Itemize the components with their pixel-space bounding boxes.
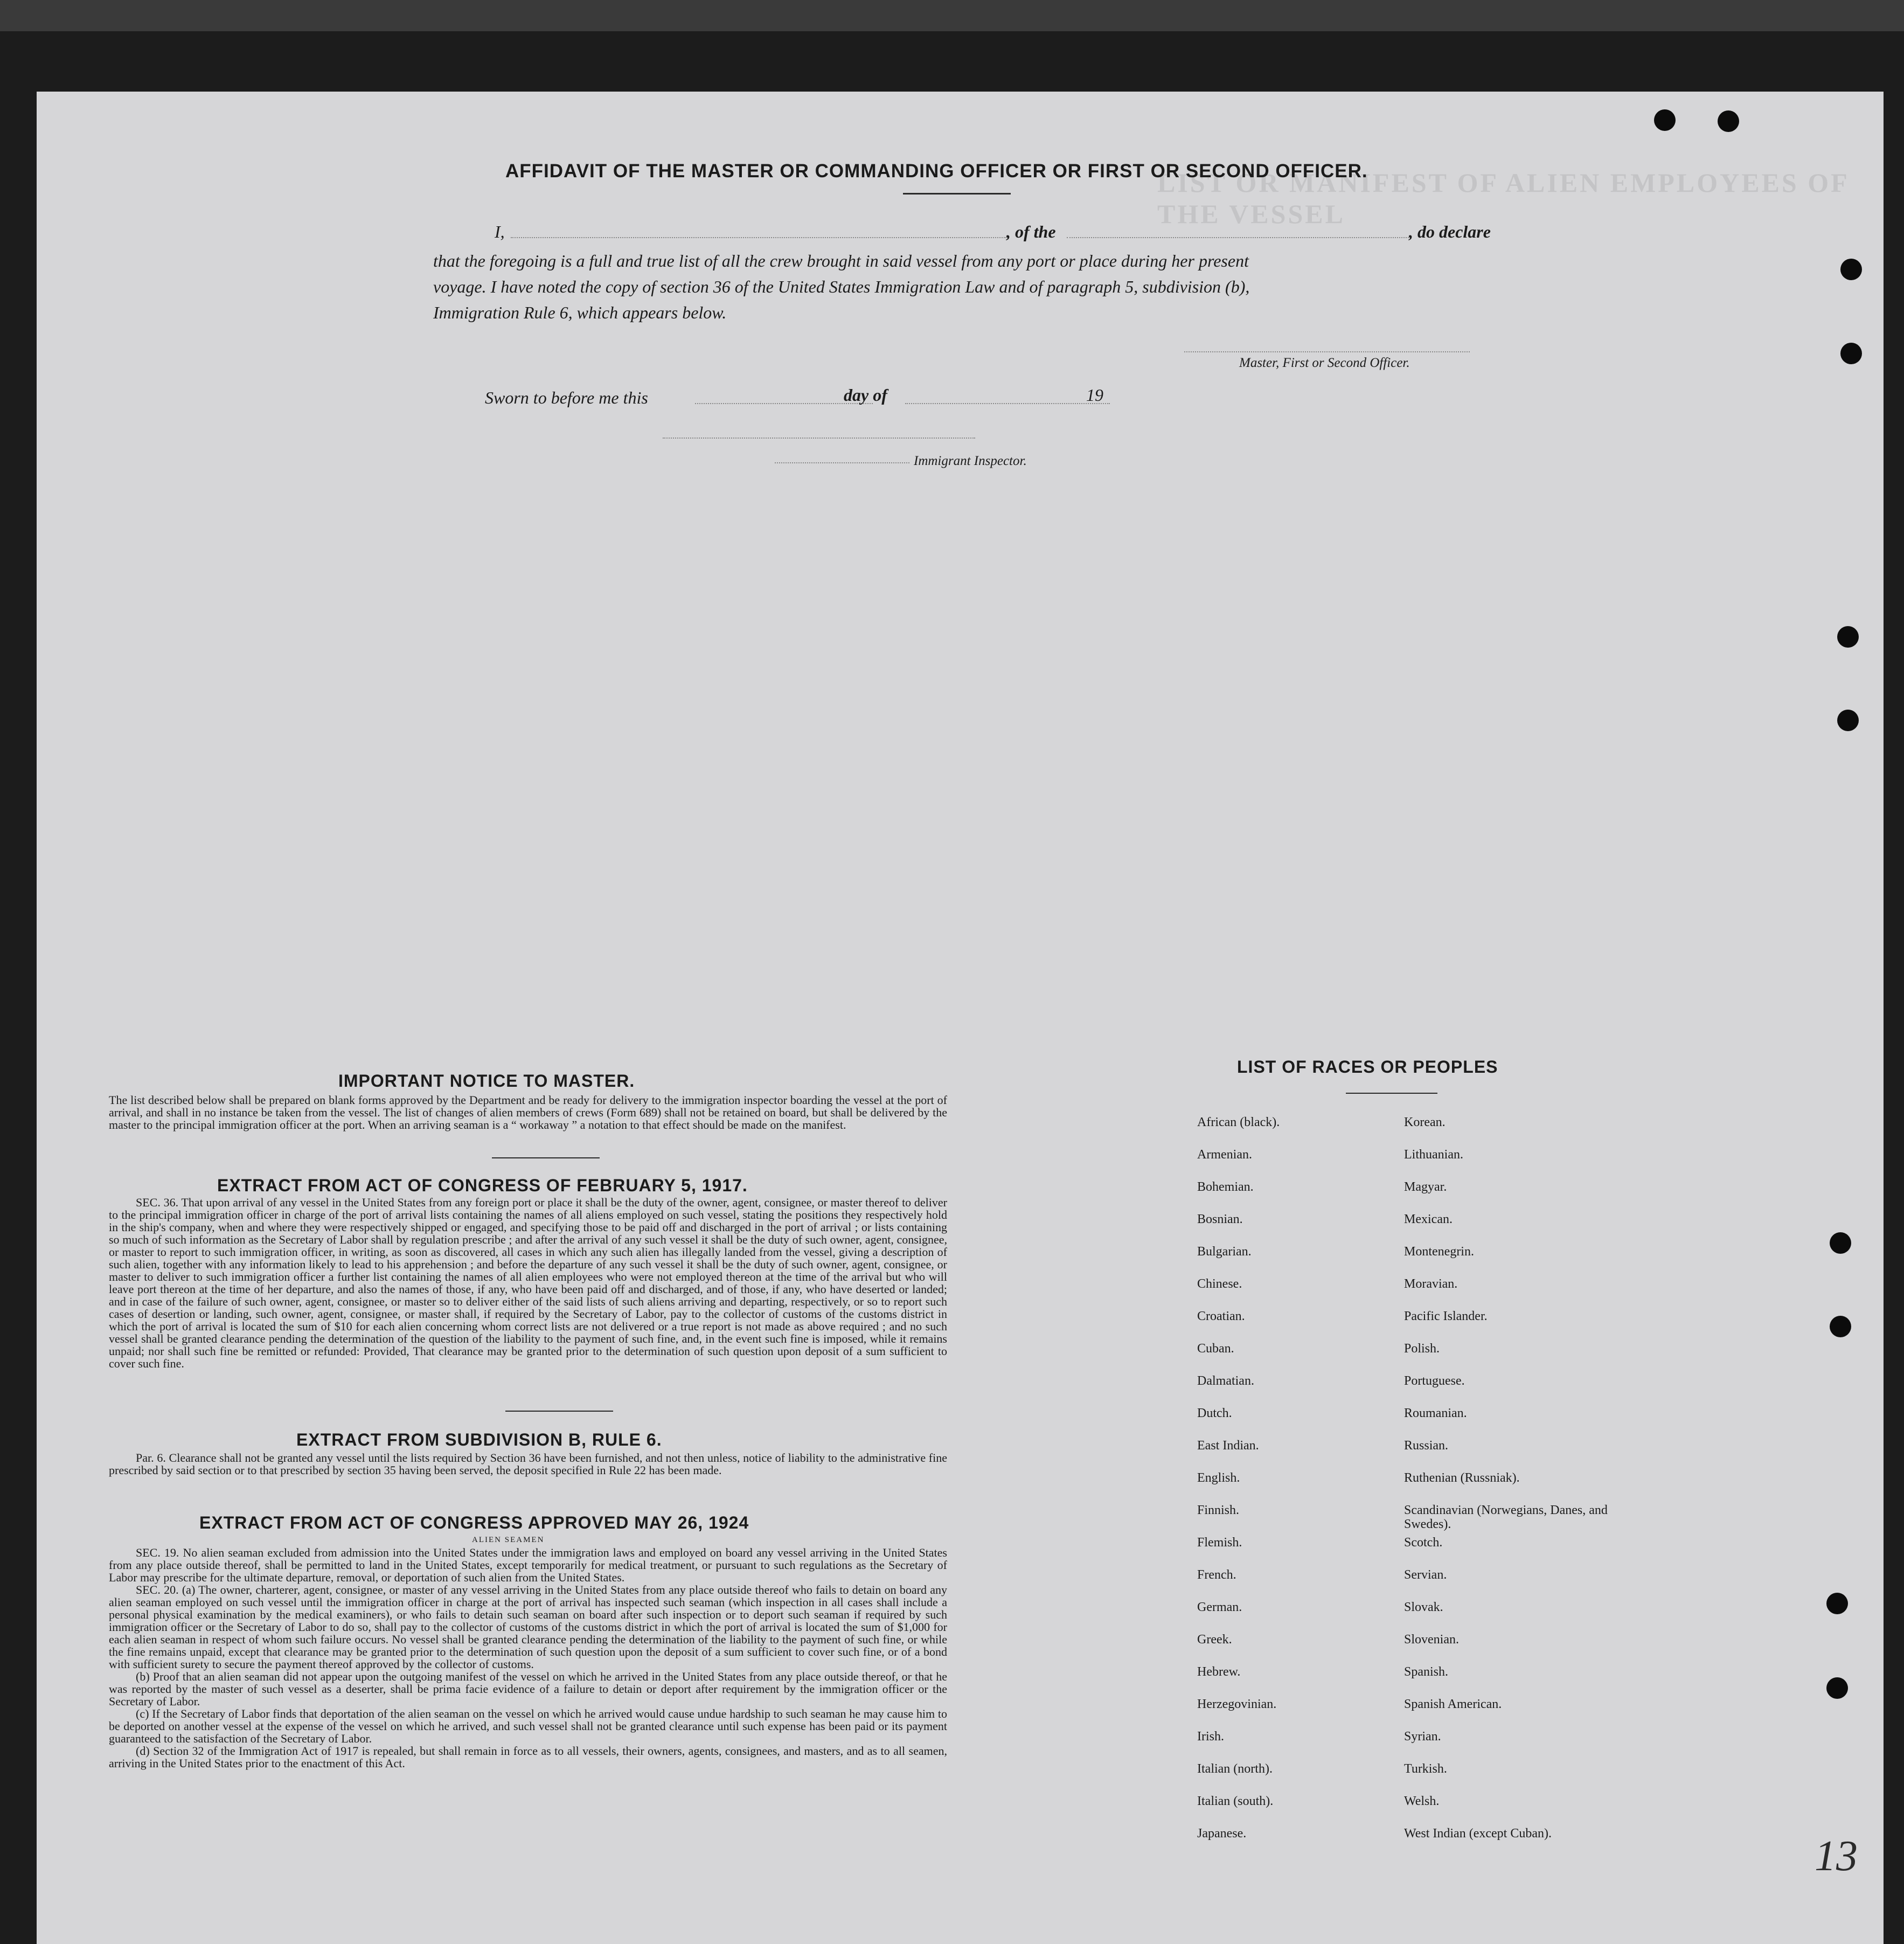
race-item: Syrian. — [1404, 1730, 1441, 1744]
race-item: Ruthenian (Russniak). — [1404, 1471, 1520, 1485]
sworn-month-blank[interactable] — [905, 403, 1110, 404]
year-label: 19 — [1086, 385, 1103, 405]
race-item: Italian (south). — [1197, 1794, 1274, 1808]
punch-hole — [1826, 1677, 1848, 1699]
section-rule — [505, 1411, 613, 1412]
race-item: Dalmatian. — [1197, 1374, 1254, 1388]
race-item: German. — [1197, 1600, 1242, 1614]
punch-hole — [1837, 710, 1859, 731]
notice-title: IMPORTANT NOTICE TO MASTER. — [338, 1071, 635, 1091]
race-item: West Indian (except Cuban). — [1404, 1827, 1552, 1841]
extract-1924-subtitle: ALIEN SEAMEN — [472, 1536, 545, 1544]
race-item: Slovak. — [1404, 1600, 1443, 1614]
punch-hole — [1830, 1232, 1851, 1254]
scan-top-edge — [0, 0, 1904, 31]
race-item: Flemish. — [1197, 1536, 1242, 1550]
vessel-blank[interactable] — [1067, 237, 1409, 238]
extract-1917-title: EXTRACT FROM ACT OF CONGRESS OF FEBRUARY 5, 1917. — [217, 1176, 748, 1195]
extract-rule6-title: EXTRACT FROM SUBDIVISION B, RULE 6. — [296, 1430, 662, 1449]
affidavit-of-the-label: , of the — [1006, 222, 1056, 241]
extract-1924-sec20d: (d) Section 32 of the Immigration Act of 1917 is repealed, but shall remain in force as to all vessels, their owners, agents, consignees, and masters, and as to all seamen, arriving in the United States prior to the enactment of this Act. — [109, 1744, 947, 1770]
extract-1924-sec20a: SEC. 20. (a) The owner, charterer, agent, consignee, or master of any vessel arriving in the United States from any place outside thereof who fails to detain on board any alien seaman employed on such vessel until the immigration officer in charge at the port of arrival has inspected such seaman (which inspection in all cases shall include a personal physical examination by the medical examiners), or who fails to detain such seaman on board after such inspection or to deport such seaman if required by such immigration officer or the Secretary of Labor to do so, shall pay to the collector of customs of the customs district in which the port of arrival is located the sum of $1,000 for each alien seaman in respect of whom such failure occurs. No vessel shall be granted clearance pending the determination of the liability to the payment of such fine, or while the fine remains unpaid, except that clearance may be granted prior to the determination of such question upon the deposit of a sum sufficient to cover such fine, or of a bond with sufficient surety to secure the payment thereof approved by the collector of customs. — [109, 1583, 947, 1671]
section-rule — [492, 1157, 600, 1158]
race-item: Herzegovinian. — [1197, 1697, 1277, 1711]
extract-1924-sec20c: (c) If the Secretary of Labor finds that deportation of the alien seaman on the vessel on which he arrived would cause undue hardship to such seaman he may cause him to be deported on another vessel at the expense of the vessel on which he arrived, and such vessel shall not be granted clearance until such expense has been paid or its payment guaranteed to the satisfaction of the Secretary of Labor. — [109, 1707, 947, 1745]
officer-caption: Master, First or Second Officer. — [1239, 356, 1410, 370]
race-item: Italian (north). — [1197, 1762, 1273, 1776]
extract-1924-sections — [109, 1546, 947, 1769]
race-item: Chinese. — [1197, 1277, 1242, 1291]
affidavit-do-declare-label: , do declare — [1409, 222, 1491, 241]
punch-hole — [1840, 343, 1862, 364]
race-item: Spanish American. — [1404, 1697, 1502, 1711]
document-page — [37, 92, 1884, 1944]
race-item: Russian. — [1404, 1439, 1449, 1453]
race-item: Bulgarian. — [1197, 1245, 1252, 1259]
title-rule — [903, 193, 1011, 195]
race-item: Greek. — [1197, 1633, 1232, 1647]
race-item: African (black). — [1197, 1115, 1280, 1129]
race-item: Cuban. — [1197, 1342, 1234, 1356]
race-item: Magyar. — [1404, 1180, 1447, 1194]
race-item: Servian. — [1404, 1568, 1447, 1582]
punch-hole — [1826, 1593, 1848, 1614]
bleed-through-text: LIST OR MANIFEST OF ALIEN EMPLOYEES OF THE VESSEL — [1157, 168, 1849, 229]
race-item: Slovenian. — [1404, 1633, 1459, 1647]
race-item: Croatian. — [1197, 1309, 1245, 1323]
affidavit-line-3: voyage. I have noted the copy of section 36 of the United States Immigration Law and of paragraph 5, subdivision (b), — [433, 277, 1250, 296]
race-item: Welsh. — [1404, 1794, 1440, 1808]
race-item: East Indian. — [1197, 1439, 1259, 1453]
punch-hole — [1840, 259, 1862, 280]
race-item: Japanese. — [1197, 1827, 1247, 1841]
race-item: Polish. — [1404, 1342, 1440, 1356]
handwritten-page-number: 13 — [1815, 1832, 1858, 1880]
extract-1924-title: EXTRACT FROM ACT OF CONGRESS APPROVED MAY 26, 1924 — [199, 1513, 749, 1532]
race-item: Moravian. — [1404, 1277, 1458, 1291]
races-title: LIST OF RACES OR PEOPLES — [1237, 1057, 1498, 1077]
race-item: Mexican. — [1404, 1212, 1453, 1226]
inspector-signature-line[interactable] — [663, 438, 975, 439]
sworn-label: Sworn to before me this — [485, 388, 648, 407]
extract-1924-sec19: SEC. 19. No alien seaman excluded from admission into the United States under the immigration laws and employed on board any vessel arriving in the United States from any place outside thereof, shall be permitted to land in the United States, except temporarily for medical treatment, or pursuant to such regulations as the Secretary of Labor may prescribe for the ultimate departure, removal, or deportation of such alien from the United States. — [109, 1546, 947, 1584]
punch-hole — [1837, 626, 1859, 648]
race-item: Dutch. — [1197, 1406, 1232, 1420]
race-item: Lithuanian. — [1404, 1148, 1463, 1162]
race-item: Armenian. — [1197, 1148, 1252, 1162]
affidavit-line-2: that the foregoing is a full and true list of all the crew brought in said vessel from any port or place during her present — [433, 251, 1249, 270]
race-item: Bosnian. — [1197, 1212, 1243, 1226]
day-of-label: day of — [844, 385, 887, 405]
punch-hole — [1830, 1316, 1851, 1337]
officer-signature-line[interactable] — [1184, 351, 1470, 352]
race-item: English. — [1197, 1471, 1240, 1485]
race-item: Portuguese. — [1404, 1374, 1465, 1388]
race-item: Pacific Islander. — [1404, 1309, 1488, 1323]
punch-hole — [1654, 109, 1676, 131]
name-blank[interactable] — [511, 237, 1006, 238]
affidavit-line-4: Immigration Rule 6, which appears below. — [433, 303, 727, 322]
extract-1917-body: SEC. 36. That upon arrival of any vessel in the United States from any foreign port or place it shall be the duty of the owner, agent, consignee, or master thereof to deliver to the principal immigration officer in charge of the port of arrival lists containing the names of all aliens employed on such vessel, stating the positions they respectively hold in the ship's company, when and where they were respectively shipped or engaged, and specifying those to be paid off and discharged in the port of arrival ; or lists containing so much of such information as the Secretary of Labor shall by regulation prescribe ; and after the arrival of any such vessel it shall be the duty of such owner, agent, consignee, or master to report to such immigration officer, in writing, as soon as discovered, all cases in which any such alien has illegally landed from the vessel, giving a description of such alien, together with any information likely to lead to his apprehension ; and before the departure of any such vessel it shall be the duty of such owner, agent, consignee, or master to deliver to such immigration officer a further list containing the names of all alien employees who were not employed thereon at the time of the arrival but who will leave port thereon at the time of her departure, and also the names of those, if any, who have been paid off and discharged, and of those, if any, who have deserted or landed; and in case of the failure of such owner, agent, consignee, or master so to deliver either of the said lists of such aliens arriving and departing, respectively, or so to report such cases of desertion or landing, such owner, agent, consignee, or master shall, if required by the Secretary of Labor, pay to the collector of customs of the customs district in which the port of arrival is located the sum of $10 for each alien concerning whom correct lists are not delivered or a true report is not made as above required ; and no such vessel shall be granted clearance pending the determination of the question of the liability to the payment of such fine, and, in the event such fine is imposed, while it remains unpaid; nor shall such fine be remitted or refunded: Provided, That clearance may be granted prior to the determination of such question upon deposit of a sum sufficient to cover such fine. — [109, 1196, 947, 1370]
race-item: Turkish. — [1404, 1762, 1447, 1776]
races-rule — [1346, 1093, 1437, 1094]
race-item: Irish. — [1197, 1730, 1224, 1744]
race-item: Korean. — [1404, 1115, 1446, 1129]
race-item: Montenegrin. — [1404, 1245, 1474, 1259]
punch-hole — [1718, 110, 1739, 132]
race-item: Scandinavian (Norwegians, Danes, and Swedes). — [1404, 1503, 1608, 1531]
inspector-caption: Immigrant Inspector. — [914, 454, 1027, 468]
affidavit-i-label: I, — [495, 222, 505, 241]
race-item: Bohemian. — [1197, 1180, 1254, 1194]
extract-1924-sec20b: (b) Proof that an alien seaman did not appear upon the outgoing manifest of the vessel on which he arrived in the United States from any place outside thereof, or that he was reported by the master of such vessel as a deserter, shall be prima facie evidence of a failure to detain or deport after requirement by the immigration officer or the Secretary of Labor. — [109, 1670, 947, 1708]
affidavit-title: AFFIDAVIT OF THE MASTER OR COMMANDING OFFICER OR FIRST OR SECOND OFFICER. — [505, 161, 1368, 182]
inspector-sub-line — [775, 462, 909, 463]
race-item: Hebrew. — [1197, 1665, 1241, 1679]
race-item: Finnish. — [1197, 1503, 1240, 1517]
notice-body: The list described below shall be prepared on blank forms approved by the Department and be ready for delivery to the immigration inspector boarding the vessel at the port of arrival, and shall in no instance be taken from the vessel. The list of changes of alien members of crews (Form 689) shall not be retained on board, but shall be delivered by the master to the principal immigration officer at the port. When an arriving seaman is a “ workaway ” a notation to that effect should be made on the manifest. — [109, 1093, 947, 1131]
race-item: Spanish. — [1404, 1665, 1449, 1679]
race-item: Roumanian. — [1404, 1406, 1467, 1420]
race-item: Scotch. — [1404, 1536, 1443, 1550]
extract-rule6-body: Par. 6. Clearance shall not be granted any vessel until the lists required by Section 36 have been furnished, and not then unless, notice of liability to the administrative fine prescribed by said section or to that prescribed by section 35 having been served, the deposit specified in Rule 22 has been made. — [109, 1451, 947, 1477]
race-item: French. — [1197, 1568, 1236, 1582]
